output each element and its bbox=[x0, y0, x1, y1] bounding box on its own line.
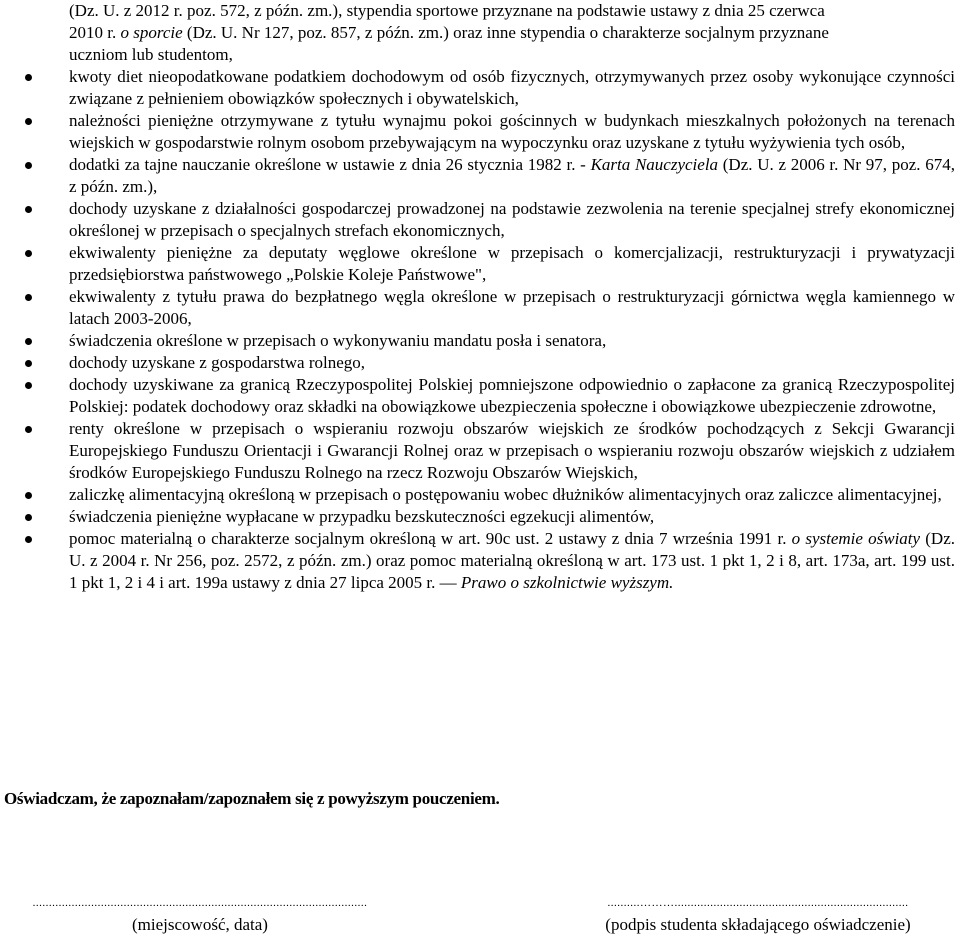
list-item: ekwiwalenty pieniężne za deputaty węglowe określone w przepisach o komercjalizacji, restrukturyzacji i prywatyzacji przedsiębiorstwa państwowego „Polskie Koleje Państwowe", bbox=[69, 243, 955, 284]
list-item: dochody uzyskiwane za granicą Rzeczypospolitej Polskiej pomniejszone odpowiednio o zapłacone za granicą Rzeczypospolitej Polskiej: podatek dochodowy oraz składki na obowiązkowe ubezpieczenia społeczne i obowiązkowe ubezpieczenie zdrowotne, bbox=[69, 375, 955, 416]
place-date-label: (miejscowość, data) bbox=[132, 915, 268, 934]
student-signature-label: (podpis studenta składającego oświadczenie) bbox=[605, 915, 911, 934]
list-item: ekwiwalenty z tytułu prawa do bezpłatnego węgla określone w przepisach o restrukturyzacji górnictwa węgla kamiennego w latach 2003-2006, bbox=[69, 287, 955, 328]
intro-paragraph bbox=[69, 0, 955, 66]
intro-line-3: uczniom lub studentom, bbox=[69, 45, 233, 64]
list-item: pomoc materialną o charakterze socjalnym określoną w art. 90c ust. 2 ustawy z dnia 7 września 1991 r. o systemie oświaty (Dz. U. z 2004 r. Nr 256, poz. 2572, z późn. zm.) oraz pomoc materialną określoną w art. 173 ust. 1 pkt 1, 2 i 8, art. 173a, art. 199 ust. 1 pkt 1, 2 i 4 i art. 199a ustawy z dnia 27 lipca 2005 r. — Prawo o szkolnictwie wyższym. bbox=[69, 529, 956, 592]
list-item: renty określone w przepisach o wspieraniu rozwoju obszarów wiejskich ze środków pochodzących z Sekcji Gwarancji Europejskiego Funduszu Orientacji i Gwarancji Rolnej oraz w przepisach o wspieraniu rozwoju obszarów wiejskich z udziałem środków Europejskiego Funduszu Rolnego na rzecz Rozwoju Obszarów Wiejskich, bbox=[69, 419, 955, 482]
intro-line-2a: 2010 r. bbox=[69, 23, 121, 42]
intro-line-2-italic: o sporcie bbox=[120, 23, 183, 42]
intro-line-2b: (Dz. U. Nr 127, poz. 857, z późn. zm.) oraz inne stypendia o charakterze socjalnym przyznane bbox=[182, 23, 829, 42]
place-date-signature-field bbox=[20, 896, 380, 936]
list-item: świadczenia określone w przepisach o wykonywaniu mandatu posła i senatora, bbox=[69, 330, 955, 352]
student-signature-field bbox=[560, 896, 956, 936]
list-item: należności pieniężne otrzymywane z tytułu wynajmu pokoi gościnnych w budynkach mieszkalnych położonych na terenach wiejskich w gospodarstwie rolnym osobom przebywającym na wypoczynku oraz uzyskane z tytułu wyżywienia tych osób, bbox=[69, 111, 955, 152]
list-item: dochody uzyskane z działalności gospodarczej prowadzonej na podstawie zezwolenia na terenie specjalnej strefy ekonomicznej określonej w przepisach o specjalnych strefach ekonomicznych, bbox=[69, 199, 955, 240]
student-signature-dotted-line: ..........………........................................................................ bbox=[607, 897, 909, 909]
list-item: dodatki za tajne nauczanie określone w ustawie z dnia 26 stycznia 1982 r. - Karta Nauczyciela (Dz. U. z 2006 r. Nr 97, poz. 674, z późn. zm.), bbox=[69, 155, 956, 196]
income-list bbox=[69, 66, 955, 594]
list-item: świadczenia pieniężne wypłacane w przypadku bezskuteczności egzekucji alimentów, bbox=[69, 506, 955, 528]
list-item: kwoty diet nieopodatkowane podatkiem dochodowym od osób fizycznych, otrzymywanych przez osoby wykonujące czynności związane z pełnieniem obowiązków społecznych i obywatelskich, bbox=[69, 67, 955, 108]
list-item: dochody uzyskane z gospodarstwa rolnego, bbox=[69, 352, 955, 374]
declaration-statement: Oświadczam, że zapoznałam/zapoznałem się z powyższym pouczeniem. bbox=[4, 789, 500, 808]
place-date-dotted-line: ....................................................................................................... bbox=[32, 897, 368, 909]
document-body bbox=[69, 0, 955, 594]
list-item: zaliczkę alimentacyjną określoną w przepisach o postępowaniu wobec dłużników alimentacyjnych oraz zaliczce alimentacyjnej, bbox=[69, 484, 955, 506]
intro-line-1: (Dz. U. z 2012 r. poz. 572, z późn. zm.), stypendia sportowe przyznane na podstawie ustawy z dnia 25 czerwca bbox=[69, 1, 825, 20]
